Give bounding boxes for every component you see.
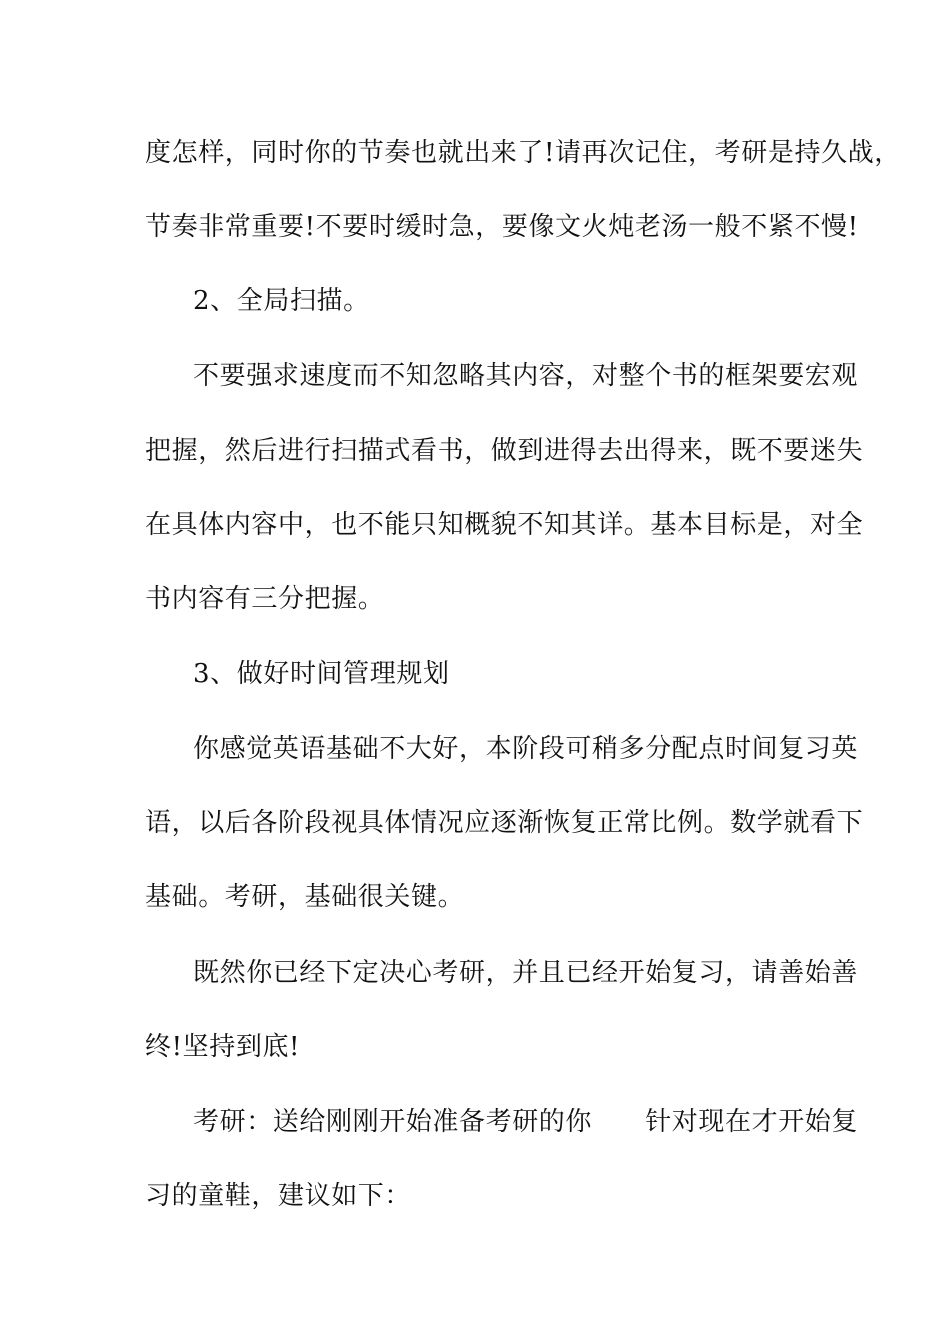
body-text-line: 节奏非常重要!不要时缓时急，要像文火炖老汤一般不紧不慢! [145,212,859,242]
body-text-line: 终!坚持到底! [145,1032,301,1062]
body-text-line: 语，以后各阶段视具体情况应逐渐恢复正常比例。数学就看下 [145,808,864,838]
body-text-line: 考研：送给刚刚开始准备考研的你 针对现在才开始复 [193,1107,859,1137]
body-text-line: 你感觉英语基础不大好，本阶段可稍多分配点时间复习英 [193,734,859,764]
body-text-line: 不要强求速度而不知忽略其内容，对整个书的框架要宏观 [193,361,859,391]
section-heading: 2、全局扫描。 [193,286,370,316]
body-text-line: 既然你已经下定决心考研，并且已经开始复习，请善始善 [193,958,859,988]
body-text-line: 在具体内容中，也不能只知概貌不知其详。基本目标是，对全 [145,510,864,540]
body-text-line: 度怎样，同时你的节奏也就出来了!请再次记住，考研是持久战， [145,138,901,168]
body-text-line: 书内容有三分把握。 [145,584,385,614]
body-text-line: 习的童鞋，建议如下： [145,1181,412,1211]
section-heading: 3、做好时间管理规划 [193,659,450,689]
body-text-line: 把握，然后进行扫描式看书，做到进得去出得来，既不要迷失 [145,436,864,466]
body-text-line: 基础。考研，基础很关键。 [145,882,465,912]
